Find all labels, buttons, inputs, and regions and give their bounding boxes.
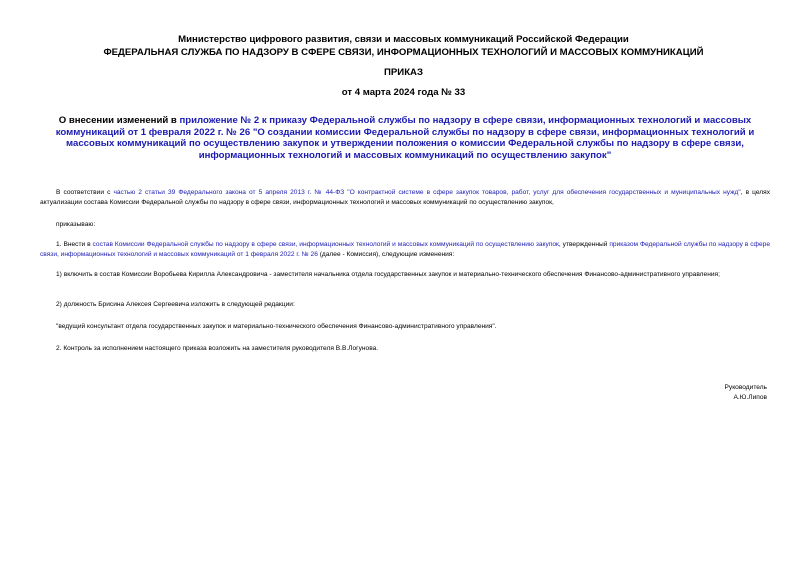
preamble-paragraph xyxy=(40,188,770,207)
item-1-prefix: 1. Внести в xyxy=(56,241,93,248)
service-name: ФЕДЕРАЛЬНАЯ СЛУЖБА ПО НАДЗОРУ В СФЕРЕ СВЯЗИ, ИНФОРМАЦИОННЫХ ТЕХНОЛОГИЙ И МАССОВЫХ КОММУНИКАЦИЙ xyxy=(103,47,704,58)
item-2-paragraph: 2. Контроль за исполнением настоящего приказа возложить на заместителя руководителя В.В.Логунова. xyxy=(56,345,379,352)
document-date: от 4 марта 2024 года № 33 xyxy=(341,87,466,98)
ministry-name: Министерство цифрового развития, связи и массовых коммуникаций Российской Федерации xyxy=(178,34,629,45)
document-type: ПРИКАЗ xyxy=(384,67,423,78)
subitem-2-paragraph: 2) должность Брисина Алексея Сергеевича изложить в следующей редакции: xyxy=(56,301,295,308)
subject-prefix: О внесении изменений в xyxy=(58,115,180,126)
commission-composition-link[interactable]: состав Комиссии Федеральной службы по надзору в сфере связи, информационных технологий и массовых коммуникаций по осуществлению закупок xyxy=(92,241,559,248)
item-1-mid: , утвержденный xyxy=(558,241,610,248)
new-position-paragraph: "ведущий консультант отдела государственных закупок и материально-технического обеспечения Финансово-административного управления". xyxy=(56,323,497,330)
subitem-1-paragraph: 1) включить в состав Комиссии Воробьева Кирилла Александровича - заместителя начальника отдела государственных закупок и материально-технического обеспечения Финансово-административного управления; xyxy=(56,271,720,278)
preamble-suffix: , в целях актуализации состава Комиссии Федеральной службы по надзору в сфере связи, информационных технологий и массовых коммуникаций по осуществлению закупок, xyxy=(40,189,770,206)
order-26-link[interactable]: приказом Федеральной службы по надзору в сфере связи, информационных технологий и массовых коммуникаций от 1 февраля 2022 г. № 26 xyxy=(40,241,770,258)
item-1-suffix: (далее - Комиссия), следующие изменения: xyxy=(317,250,455,258)
item-1-paragraph xyxy=(40,240,770,259)
law-link[interactable]: частью 2 статьи 39 Федерального закона от 5 апреля 2013 г. № 44-ФЗ "О контрактной системе в сфере закупок товаров, работ, услуг для обеспечения государственных и муниципальных нужд" xyxy=(113,189,741,196)
order-word: приказываю: xyxy=(56,221,96,228)
subject-link[interactable]: приложение № 2 к приказу Федеральной службы по надзору в сфере связи, информационных технологий и массовых коммуникаций от 1 февраля 2022 г. № 26 "О создании комиссии Федеральной службы по надзору в сфере связи, информационных технологий и массовых коммуникаций по осуществлению закупок и утверждении положения о комиссии Федеральной службы по надзору в сфере связи, информационных технологий и массовых коммуникаций по осуществлению закупок" xyxy=(55,115,755,161)
preamble-prefix: В соответствии с xyxy=(56,189,114,196)
signer-name: А.Ю.Липов xyxy=(733,394,767,401)
signature-block xyxy=(725,383,767,403)
signer-title: Руководитель xyxy=(724,384,767,391)
document-subject xyxy=(40,115,770,161)
